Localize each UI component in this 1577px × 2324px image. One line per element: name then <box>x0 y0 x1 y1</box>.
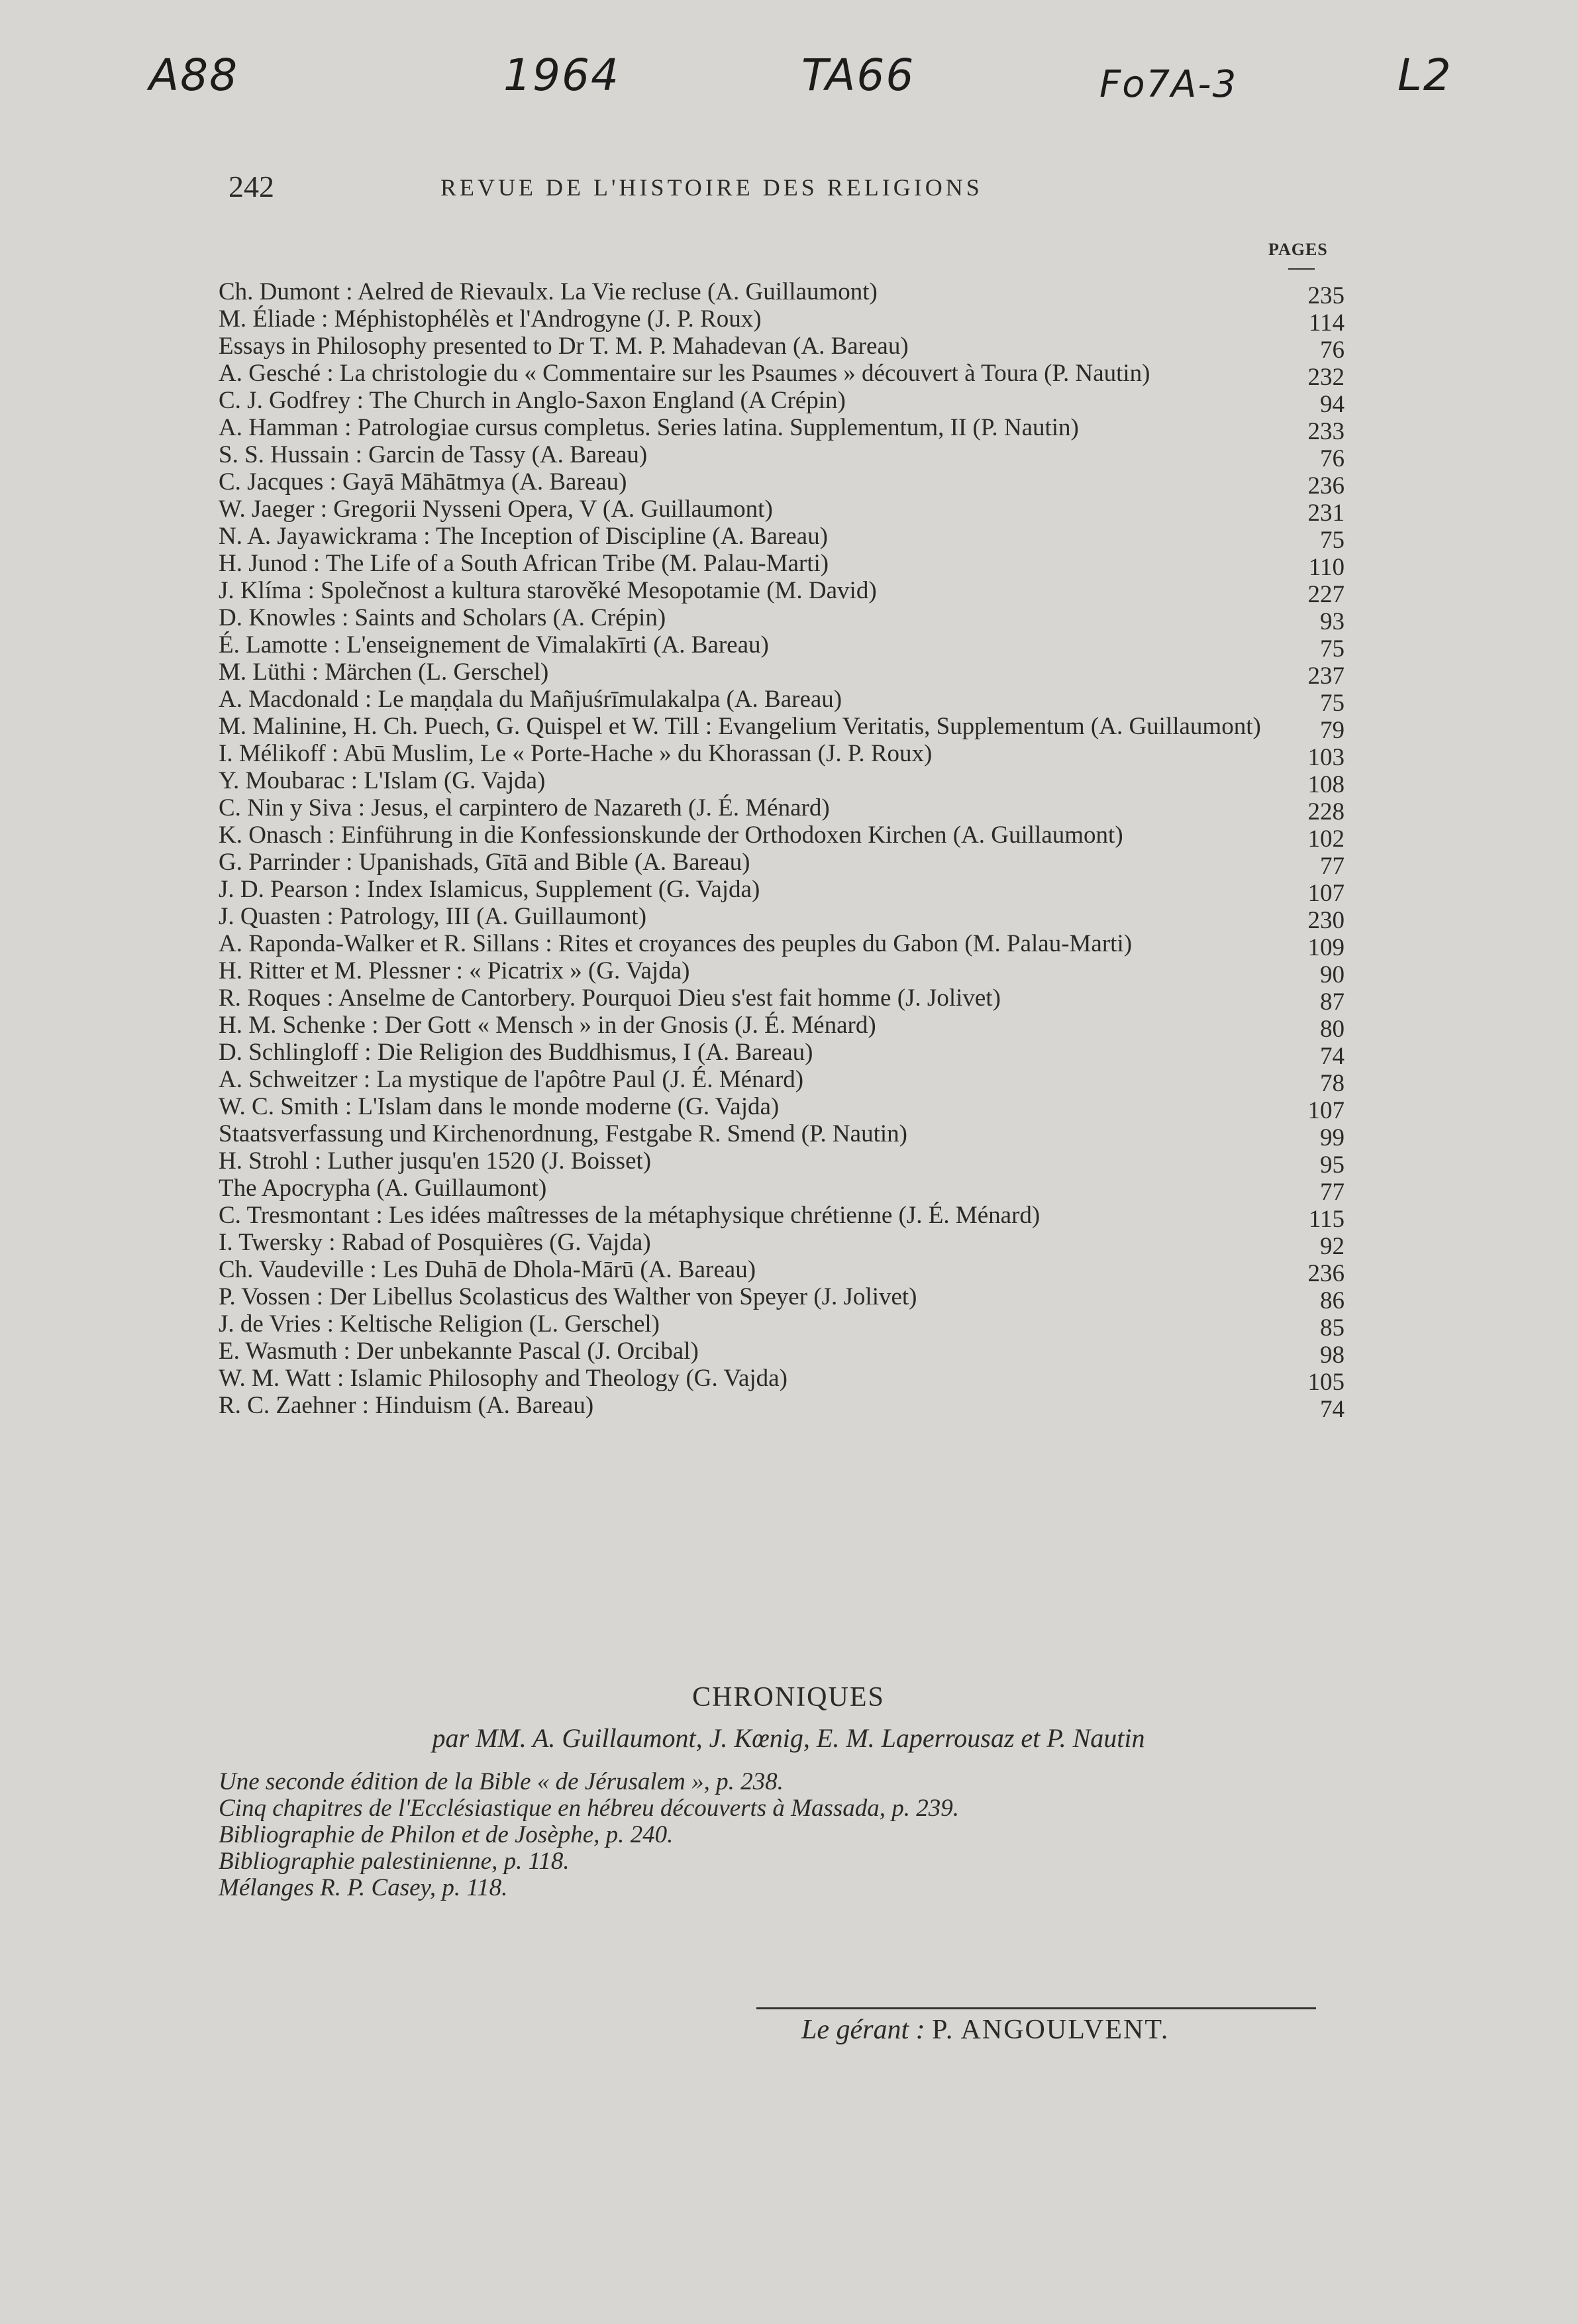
running-title: REVUE DE L'HISTOIRE DES RELIGIONS <box>440 174 983 201</box>
pages-column-rule <box>1288 268 1315 270</box>
entry-text: A. Raponda-Walker et R. Sillans : Rites et croyances des peuples du Gabon (M. Palau-Marti) <box>219 930 1133 957</box>
index-entry <box>219 794 1345 825</box>
chronique-item: Bibliographie palestinienne, p. 118. <box>219 1848 570 1875</box>
entry-text: C. Nin y Siva : Jesus, el carpintero de Nazareth (J. É. Ménard) <box>219 794 830 821</box>
entry-text: S. S. Hussain : Garcin de Tassy (A. Bareau) <box>219 441 648 468</box>
entry-text: H. Strohl : Luther jusqu'en 1520 (J. Boisset) <box>219 1147 652 1175</box>
index-entry <box>219 1093 1345 1124</box>
entry-text: I. Twersky : Rabad of Posquières (G. Vajda) <box>219 1229 651 1256</box>
handwritten-annotation-2: 1964 <box>503 50 620 101</box>
entry-page: 232 <box>1307 364 1345 391</box>
entry-page: 114 <box>1308 309 1345 337</box>
index-entry <box>219 849 1345 880</box>
entry-text: É. Lamotte : L'enseignement de Vimalakīrti (A. Bareau) <box>219 631 769 659</box>
entry-text: P. Vossen : Der Libellus Scolasticus des Walther von Speyer (J. Jolivet) <box>219 1283 917 1310</box>
entry-page: 98 <box>1320 1342 1345 1369</box>
index-entry <box>219 1229 1345 1260</box>
entry-text: D. Schlingloff : Die Religion des Buddhismus, I (A. Bareau) <box>219 1039 813 1066</box>
index-entry <box>219 387 1345 418</box>
chronique-item: Bibliographie de Philon et de Josèphe, p. 240. <box>219 1821 674 1848</box>
index-entry <box>219 686 1345 717</box>
entry-text: H. Ritter et M. Plessner : « Picatrix » (G. Vajda) <box>219 957 690 984</box>
entry-text: A. Gesché : La christologie du « Commentaire sur les Psaumes » découvert à Toura (P. Nautin) <box>219 360 1150 387</box>
entry-page: 75 <box>1320 635 1345 662</box>
index-entry <box>219 305 1345 337</box>
entry-text: H. M. Schenke : Der Gott « Mensch » in der Gnosis (J. É. Ménard) <box>219 1012 876 1039</box>
entry-page: 93 <box>1320 608 1345 635</box>
entry-text: W. C. Smith : L'Islam dans le monde moderne (G. Vajda) <box>219 1093 780 1120</box>
entry-text: N. A. Jayawickrama : The Inception of Discipline (A. Bareau) <box>219 523 828 550</box>
index-entry <box>219 659 1345 690</box>
index-entry <box>219 821 1345 853</box>
index-entry <box>219 1392 1345 1423</box>
entry-page: 108 <box>1307 771 1345 798</box>
entry-page: 76 <box>1320 337 1345 364</box>
entry-text: Staatsverfassung und Kirchenordnung, Festgabe R. Smend (P. Nautin) <box>219 1120 907 1147</box>
index-entry <box>219 957 1345 988</box>
signature-rule <box>756 2007 1316 2009</box>
entry-text: G. Parrinder : Upanishads, Gītā and Bible (A. Bareau) <box>219 849 750 876</box>
entry-text: K. Onasch : Einführung in die Konfessionskunde der Orthodoxen Kirchen (A. Guillaumont) <box>219 821 1123 849</box>
index-entry <box>219 930 1345 961</box>
entry-text: I. Mélikoff : Abū Muslim, Le « Porte-Hache » du Khorassan (J. P. Roux) <box>219 740 933 767</box>
entry-page: 74 <box>1320 1043 1345 1070</box>
entry-page: 75 <box>1320 690 1345 717</box>
entry-page: 237 <box>1307 662 1345 690</box>
handwritten-annotation-5: L2 <box>1398 50 1452 101</box>
entry-page: 102 <box>1307 825 1345 853</box>
index-entry <box>219 631 1345 662</box>
index-entry <box>219 1283 1345 1314</box>
index-entry <box>219 278 1345 309</box>
signature-name: P. ANGOULVENT. <box>932 2015 1170 2045</box>
entry-page: 236 <box>1307 1260 1345 1287</box>
chroniques-list <box>219 1769 1345 1901</box>
entry-text: M. Malinine, H. Ch. Puech, G. Quispel et W. Till : Evangelium Veritatis, Supplementum (A. Guillaumont) <box>219 713 1261 740</box>
entry-text: H. Junod : The Life of a South African Tribe (M. Palau-Marti) <box>219 550 829 577</box>
chronique-item: Cinq chapitres de l'Ecclésiastique en hébreu découverts à Massada, p. 239. <box>219 1795 960 1822</box>
entry-page: 95 <box>1320 1151 1345 1179</box>
index-entry <box>219 1120 1345 1151</box>
entry-text: Ch. Vaudeville : Les Duhā de Dhola-Mārū (A. Bareau) <box>219 1256 756 1283</box>
entry-page: 228 <box>1307 798 1345 825</box>
index-entry <box>219 1202 1345 1233</box>
entry-page: 90 <box>1320 961 1345 988</box>
entry-page: 86 <box>1320 1287 1345 1314</box>
entry-text: J. de Vries : Keltische Religion (L. Gerschel) <box>219 1310 660 1338</box>
entry-text: R. C. Zaehner : Hinduism (A. Bareau) <box>219 1392 594 1419</box>
index-entry <box>219 550 1345 581</box>
index-entry <box>219 1365 1345 1396</box>
index-entry <box>219 1175 1345 1206</box>
index-entry <box>219 713 1345 744</box>
index-entry <box>219 1066 1345 1097</box>
entry-text: D. Knowles : Saints and Scholars (A. Crépin) <box>219 604 666 631</box>
index-entry <box>219 1039 1345 1070</box>
entry-page: 75 <box>1320 527 1345 554</box>
entry-text: J. Klíma : Společnost a kultura starověké Mesopotamie (M. David) <box>219 577 877 604</box>
index-entry <box>219 1147 1345 1179</box>
page-number: 242 <box>229 170 274 203</box>
entry-page: 109 <box>1307 934 1345 961</box>
entry-page: 107 <box>1307 880 1345 907</box>
index-entry <box>219 360 1345 391</box>
entry-text: J. Quasten : Patrology, III (A. Guillaumont) <box>219 903 647 930</box>
index-entry <box>219 333 1345 364</box>
index-entry <box>219 496 1345 527</box>
chroniques-heading: CHRONIQUES <box>692 1682 885 1713</box>
entry-page: 80 <box>1320 1016 1345 1043</box>
handwritten-annotation-4: Fo7A-3 <box>1099 63 1238 106</box>
entry-text: C. J. Godfrey : The Church in Anglo-Saxon England (A Crépin) <box>219 387 846 414</box>
entry-page: 85 <box>1320 1314 1345 1342</box>
index-entry <box>219 523 1345 554</box>
index-entry <box>219 1310 1345 1342</box>
entry-page: 78 <box>1320 1070 1345 1097</box>
entry-text: W. Jaeger : Gregorii Nysseni Opera, V (A. Guillaumont) <box>219 496 773 523</box>
entry-text: R. Roques : Anselme de Cantorbery. Pourquoi Dieu s'est fait homme (J. Jolivet) <box>219 984 1001 1012</box>
index-entry <box>219 468 1345 500</box>
entry-text: M. Éliade : Méphistophélès et l'Androgyne (J. P. Roux) <box>219 305 762 333</box>
entry-page: 231 <box>1307 500 1345 527</box>
index-entry <box>219 903 1345 934</box>
index-entry <box>219 876 1345 907</box>
entry-text: A. Macdonald : Le maṇḍala du Mañjuśrīmulakalpa (A. Bareau) <box>219 686 842 713</box>
index-entry <box>219 414 1345 445</box>
entry-text: J. D. Pearson : Index Islamicus, Supplement (G. Vajda) <box>219 876 760 903</box>
entry-page: 99 <box>1320 1124 1345 1151</box>
entry-text: Y. Moubarac : L'Islam (G. Vajda) <box>219 767 546 794</box>
entry-page: 79 <box>1320 717 1345 744</box>
entry-text: E. Wasmuth : Der unbekannte Pascal (J. Orcibal) <box>219 1338 699 1365</box>
entry-page: 107 <box>1307 1097 1345 1124</box>
entry-page: 230 <box>1307 907 1345 934</box>
entry-text: Ch. Dumont : Aelred de Rievaulx. La Vie recluse (A. Guillaumont) <box>219 278 878 305</box>
entry-page: 94 <box>1320 391 1345 418</box>
entry-text: C. Jacques : Gayā Māhātmya (A. Bareau) <box>219 468 627 496</box>
index-entry <box>219 740 1345 771</box>
entry-page: 87 <box>1320 988 1345 1016</box>
handwritten-annotation-3: TA66 <box>801 50 915 101</box>
entry-text: W. M. Watt : Islamic Philosophy and Theology (G. Vajda) <box>219 1365 788 1392</box>
entry-text: Essays in Philosophy presented to Dr T. M. P. Mahadevan (A. Bareau) <box>219 333 909 360</box>
index-entry <box>219 1338 1345 1369</box>
signature-line <box>801 2014 1169 2046</box>
entry-page: 76 <box>1320 445 1345 472</box>
entry-page: 103 <box>1307 744 1345 771</box>
entry-page: 77 <box>1320 853 1345 880</box>
entry-page: 110 <box>1308 554 1345 581</box>
entry-page: 235 <box>1307 282 1345 309</box>
entry-text: The Apocrypha (A. Guillaumont) <box>219 1175 547 1202</box>
index-entry <box>219 984 1345 1016</box>
entry-page: 236 <box>1307 472 1345 500</box>
index-entry <box>219 1256 1345 1287</box>
entry-page: 233 <box>1307 418 1345 445</box>
entry-text: A. Hamman : Patrologiae cursus completus. Series latina. Supplementum, II (P. Nautin) <box>219 414 1079 441</box>
entry-page: 77 <box>1320 1179 1345 1206</box>
chronique-item: Mélanges R. P. Casey, p. 118. <box>219 1874 508 1901</box>
entry-page: 92 <box>1320 1233 1345 1260</box>
chronique-item: Une seconde édition de la Bible « de Jérusalem », p. 238. <box>219 1768 784 1795</box>
index-entry <box>219 441 1345 472</box>
entry-page: 227 <box>1307 581 1345 608</box>
handwritten-annotation-1: A88 <box>149 50 239 101</box>
index-entry <box>219 577 1345 608</box>
index-entry <box>219 767 1345 798</box>
entry-page: 105 <box>1307 1369 1345 1396</box>
index-entry <box>219 1012 1345 1043</box>
entry-text: C. Tresmontant : Les idées maîtresses de la métaphysique chrétienne (J. É. Ménard) <box>219 1202 1041 1229</box>
entry-page: 74 <box>1320 1396 1345 1423</box>
entry-text: M. Lüthi : Märchen (L. Gerschel) <box>219 659 549 686</box>
pages-column-label: PAGES <box>1268 240 1328 259</box>
chroniques-authors: par MM. A. Guillaumont, J. Kœnig, E. M. Laperrousaz et P. Nautin <box>432 1723 1145 1753</box>
entry-page: 115 <box>1308 1206 1345 1233</box>
signature-label: Le gérant : <box>801 2015 925 2045</box>
index-entry <box>219 604 1345 635</box>
entry-text: A. Schweitzer : La mystique de l'apôtre Paul (J. É. Ménard) <box>219 1066 804 1093</box>
review-index-list <box>219 278 1345 1423</box>
